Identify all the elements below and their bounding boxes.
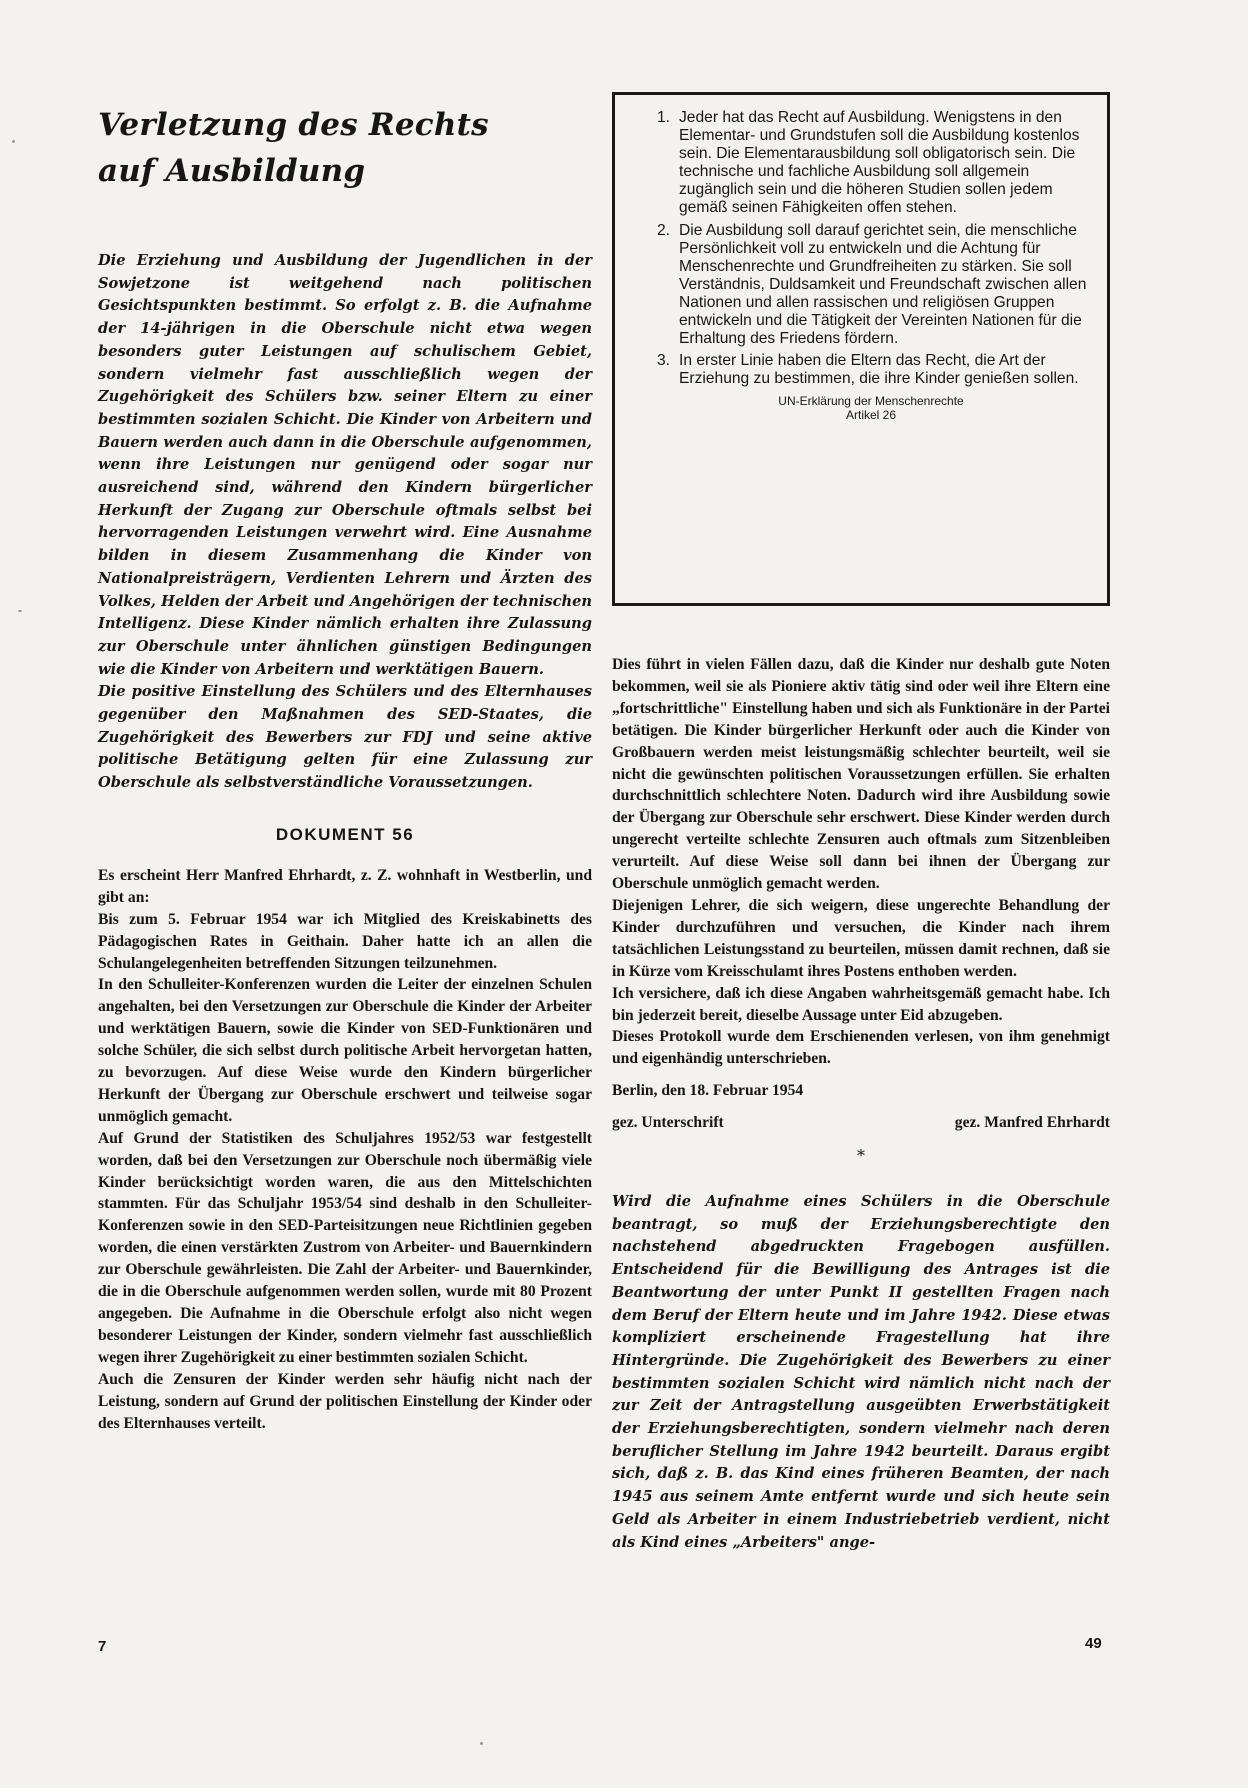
un-article-item (633, 222, 1089, 349)
signature-left: gez. Unterschrift (612, 1114, 724, 1132)
signature-row (612, 1112, 1110, 1134)
source-line-2: Artikel 26 (845, 408, 897, 423)
box-source (633, 394, 1089, 422)
continuation-paragraph-1: Dies führt in vielen Fällen dazu, daß die Kinder nur deshalb gute Noten bekommen, weil sie als Pioniere aktiv tätig sind oder weil ihre Eltern eine „fortschrittliche" Einstellung haben und sich als Funktionäre in der Partei betätigen. Die Kinder bürgerlicher Herkunft oder auch die Kinder von Großbauern werden meist leistungsmäßig schlechter beurteilt, weil sie nicht die gewünschten politischen Voraussetzungen erfüllen. Sie erhalten durchschnittlich schlechtere Noten. Dadurch wird ihre Ausbildung sowie der Übergang zur Oberschule sehr erschwert. Diese Kinder werden durch ungerecht verteilte schlechte Zensuren auch oftmals zum Sitzenbleiben verurteilt. Auf diese Weise soll dann bei ihnen der Übergang zur Oberschule unmöglich gemacht werden. (612, 656, 1110, 893)
place-date: Berlin, den 18. Februar 1954 (612, 1082, 804, 1100)
continuation-paragraph-4: Dieses Protokoll wurde dem Erschienenden verlesen, von ihm genehmigt und eigenhändig unterschrieben. (612, 1028, 1110, 1068)
document-heading: DOKUMENT 56 (275, 824, 415, 844)
title-line-1: Verletzung des Rechts (98, 107, 489, 143)
document-paragraph-4: Auf Grund der Statistiken des Schuljahres 1952/53 war festgestellt worden, daß bei den Versetzungen zur Oberschule noch übermäßig viele Kinder berücksichtigt worden waren, die aus den Mittelschichten stammten. Für das Schuljahr 1953/54 sind deshalb in den Schulleiter-Konferenzen sowie in den SED-Parteisitzungen neue Richtlinien gegeben worden, die einen verstärkten Zustrom von Arbeiter- und Bauernkindern zur Oberschule gewährleisten. Die Zahl der Arbeiter- und Bauernkinder, die in die Oberschule aufgenommen werden sollen, wurde mit 80 Prozent angegeben. Die Aufnahme in die Oberschule erfolgt also nicht wegen besonderer Leistungen der Kinder, sondern vielmehr fast ausschließlich wegen ihrer Zugehörigkeit zu einer bestimmten sozialen Schicht. (98, 1129, 592, 1366)
title-line-2: auf Ausbildung (98, 153, 366, 189)
closing-italic-paragraph: Wird die Aufnahme eines Schülers in die Oberschule beantragt, so muß der Erziehungsberechtigte den nachstehend abgedruckten Fragebogen ausfüllen. Entscheidend für die Bewilligung des Antrages ist die Beantwortung der unter Punkt II gestellten Fragen nach dem Beruf der Eltern heute und im Jahre 1942. Diese etwas kompliziert erscheinende Fragestellung hat ihre Hintergründe. Die Zugehörigkeit des Bewerbers zu einer bestimmten sozialen Schicht wird nämlich nicht nach der zur Zeit der Antragstellung ausgeübten Erwerbstätigkeit der Erziehungsberechtigten, sondern vielmehr nach deren beruflicher Stellung im Jahre 1942 beurteilt. Daraus ergibt sich, daß z. B. das Kind eines früheren Beamten, der nach 1945 aus seinem Amte entfernt wurde und sich heute sein Geld als Arbeiter in einem Industriebetrieb verdient, nicht als Kind eines „Arbeiters" ange- (612, 1193, 1110, 1551)
scan-speck (480, 1742, 483, 1745)
source-line-1: UN-Erklärung der Menschenrechte (778, 394, 964, 409)
item-number: 3. (657, 352, 671, 370)
un-article-item (633, 352, 1089, 388)
signature-right: gez. Manfred Ehrhardt (954, 1114, 1110, 1132)
item-text: Die Ausbildung soll darauf gerichtet sein, die menschliche Persönlichkeit voll zu entwickeln und die Achtung für Menschenrechte und Grundfreiheiten zu stärken. Sie soll Verständnis, Duldsamkeit und Freundschaft zwischen allen Nationen und allen rassischen und religiösen Gruppen entwickeln und die Tätigkeit der Vereinten Nationen für die Erhaltung des Friedens fördern. (679, 221, 1087, 348)
document-paragraph-2: Bis zum 5. Februar 1954 war ich Mitglied des Kreiskabinetts des Pädagogischen Rates in Geithain. Daher hatte ich an allen die Schulangelegenheiten betreffenden Sitzungen teilzunehmen. (98, 910, 592, 972)
item-number: 2. (657, 221, 671, 239)
un-article-item (633, 109, 1089, 218)
document-paragraph-5: Auch die Zensuren der Kinder werden sehr häufig nicht nach der Leistung, sondern auf Grund der politischen Einstellung der Kinder oder des Elternhauses verteilt. (98, 1370, 592, 1432)
left-column (98, 92, 592, 1434)
intro-paragraph-1: Die Erziehung und Ausbildung der Jugendlichen in der Sowjetzone ist weitgehend nach politischen Gesichtspunkten bestimmt. So erfolgt z. B. die Aufnahme der 14-jährigen in die Oberschule nicht etwa wegen besonders guter Leistungen auf schulischem Gebiet, sondern vielmehr fast ausschließlich wegen der Zugehörigkeit des Schülers bzw. seiner Eltern zu einer bestimmten sozialen Schicht. Die Kinder von Arbeitern und Bauern werden auch dann in die Oberschule aufgenommen, wenn ihre Leistungen nur genügend oder sogar nur ausreichend sind, während den Kindern bürgerlicher Herkunft der Zugang zur Oberschule oftmals selbst bei hervorragenden Leistungen verwehrt wird. Eine Ausnahme bilden in diesem Zusammenhang die Kinder von Nationalpreisträgern, Verdienten Lehrern und Ärzten des Volkes, Helden der Arbeit und Angehörigen der technischen Intelligenz. Diese Kinder nämlich erhalten ihre Zulassung zur Oberschule unter ähnlichen günstigen Bedingungen wie die Kinder von Arbeitern und werktätigen Bauern. (98, 252, 592, 678)
intro-paragraph-2: Die positive Einstellung des Schülers und des Elternhauses gegenüber den Maßnahmen des SED-Staates, die Zugehörigkeit des Bewerbers zur FDJ und seine aktive politische Betätigung gelten für eine Zulassung zur Oberschule als selbstverständliche Voraussetzungen. (98, 683, 592, 792)
scan-speck (18, 610, 22, 612)
document-paragraph-1: Es erscheint Herr Manfred Ehrhardt, z. Z. wohnhaft in Westberlin, und gibt an: (98, 866, 592, 906)
continuation-paragraph-2: Diejenigen Lehrer, die sich weigern, diese ungerechte Behandlung der Kinder durchzuführen und versuchen, die Kinder nach ihrem tatsächlichen Leistungsstand zu beurteilen, müssen damit rechnen, daß sie in Kürze vom Kreisschulamt ihres Postens enthoben werden. (612, 896, 1110, 980)
page-number-left: 7 (98, 1638, 107, 1655)
separator-star: * (857, 1146, 865, 1166)
un-article-list (633, 109, 1089, 388)
scan-speck (12, 140, 15, 143)
un-declaration-box (612, 92, 1110, 606)
page-number-right: 49 (1085, 1635, 1102, 1652)
article-title (98, 102, 592, 194)
right-column (612, 92, 1110, 1554)
item-text: In erster Linie haben die Eltern das Recht, die Art der Erziehung zu bestimmen, die ihre Kinder genießen sollen. (679, 352, 1079, 388)
item-number: 1. (657, 109, 671, 126)
continuation-paragraph-3: Ich versichere, daß ich diese Angaben wahrheitsgemäß gemacht habe. Ich bin jederzeit bereit, dieselbe Aussage unter Eid abzugeben. (612, 984, 1110, 1024)
item-text: Jeder hat das Recht auf Ausbildung. Wenigstens in den Elementar- und Grundstufen soll die Ausbildung kostenlos sein. Die Elementarausbildung soll obligatorisch sein. Die technische und fachliche Ausbildung soll allgemein zugänglich sein und die höheren Studien sollen jedem gemäß seinen Fähigkeiten offen stehen. (679, 109, 1080, 217)
document-paragraph-3: In den Schulleiter-Konferenzen wurden die Leiter der einzelnen Schulen angehalten, bei den Versetzungen zur Oberschule die Kinder der Arbeiter und werktätigen Bauern, sowie die Kinder von SED-Funktionären und solche Schüler, die sich selbst durch politische Arbeit hervorgetan hatten, zu bevorzugen. Auf diese Weise wurde den Kindern bürgerlicher Herkunft der Übergang zur Oberschule erschwert und teilweise sogar unmöglich gemacht. (98, 976, 592, 1125)
